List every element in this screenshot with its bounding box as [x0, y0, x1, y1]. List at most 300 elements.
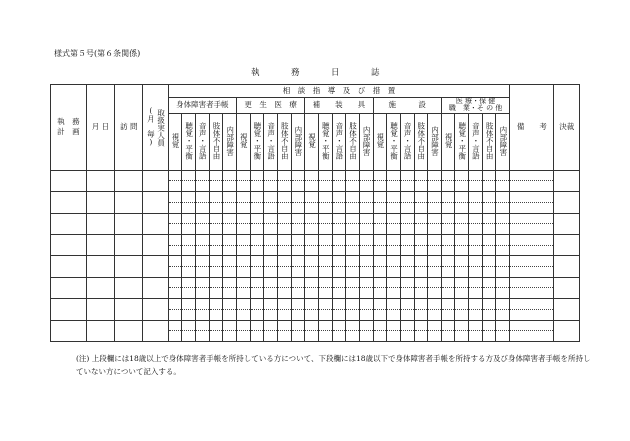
entry-cell[interactable]	[359, 331, 373, 342]
entry-cell[interactable]	[209, 267, 223, 278]
entry-cell[interactable]	[86, 213, 114, 234]
entry-cell[interactable]	[387, 277, 401, 288]
entry-cell[interactable]	[455, 224, 469, 235]
entry-cell[interactable]	[115, 192, 143, 213]
entry-cell[interactable]	[115, 234, 143, 255]
entry-cell[interactable]	[482, 299, 496, 310]
entry-cell[interactable]	[455, 320, 469, 331]
entry-cell[interactable]	[305, 224, 319, 235]
entry-cell[interactable]	[250, 202, 264, 213]
entry-cell[interactable]	[387, 288, 401, 299]
entry-cell[interactable]	[373, 192, 387, 203]
entry-cell[interactable]	[332, 224, 346, 235]
entry-cell[interactable]	[236, 299, 250, 310]
entry-cell[interactable]	[346, 224, 360, 235]
entry-cell[interactable]	[496, 288, 510, 299]
entry-cell[interactable]	[387, 213, 401, 224]
entry-cell[interactable]	[428, 256, 442, 267]
entry-cell[interactable]	[277, 309, 291, 320]
entry-cell[interactable]	[469, 309, 483, 320]
entry-cell[interactable]	[318, 181, 332, 192]
approval-cell[interactable]	[554, 256, 580, 277]
entry-cell[interactable]	[482, 267, 496, 278]
entry-cell[interactable]	[277, 224, 291, 235]
entry-cell[interactable]	[318, 170, 332, 181]
entry-cell[interactable]	[318, 309, 332, 320]
entry-cell[interactable]	[168, 288, 182, 299]
entry-cell[interactable]	[414, 267, 428, 278]
entry-cell[interactable]	[250, 309, 264, 320]
entry-cell[interactable]	[264, 277, 278, 288]
entry-cell[interactable]	[223, 309, 237, 320]
entry-cell[interactable]	[373, 299, 387, 310]
entry-cell[interactable]	[482, 213, 496, 224]
entry-cell[interactable]	[115, 170, 143, 191]
entry-cell[interactable]	[305, 320, 319, 331]
entry-cell[interactable]	[469, 245, 483, 256]
entry-cell[interactable]	[428, 309, 442, 320]
entry-cell[interactable]	[482, 331, 496, 342]
entry-cell[interactable]	[428, 181, 442, 192]
entry-cell[interactable]	[250, 256, 264, 267]
entry-cell[interactable]	[264, 181, 278, 192]
entry-cell[interactable]	[291, 277, 305, 288]
entry-cell[interactable]	[441, 256, 455, 267]
entry-cell[interactable]	[196, 245, 210, 256]
entry-cell[interactable]	[428, 277, 442, 288]
entry-cell[interactable]	[223, 277, 237, 288]
entry-cell[interactable]	[496, 309, 510, 320]
entry-cell[interactable]	[441, 202, 455, 213]
entry-cell[interactable]	[373, 202, 387, 213]
entry-cell[interactable]	[373, 224, 387, 235]
entry-cell[interactable]	[223, 256, 237, 267]
entry-cell[interactable]	[277, 267, 291, 278]
entry-cell[interactable]	[264, 192, 278, 203]
entry-cell[interactable]	[510, 277, 554, 288]
entry-cell[interactable]	[387, 245, 401, 256]
entry-cell[interactable]	[51, 277, 87, 298]
entry-cell[interactable]	[250, 288, 264, 299]
entry-cell[interactable]	[359, 256, 373, 267]
entry-cell[interactable]	[469, 170, 483, 181]
entry-cell[interactable]	[168, 192, 182, 203]
entry-cell[interactable]	[291, 181, 305, 192]
entry-cell[interactable]	[250, 299, 264, 310]
entry-cell[interactable]	[168, 224, 182, 235]
entry-cell[interactable]	[346, 288, 360, 299]
entry-cell[interactable]	[482, 256, 496, 267]
entry-cell[interactable]	[332, 181, 346, 192]
entry-cell[interactable]	[441, 245, 455, 256]
entry-cell[interactable]	[346, 267, 360, 278]
entry-cell[interactable]	[359, 309, 373, 320]
entry-cell[interactable]	[209, 320, 223, 331]
entry-cell[interactable]	[346, 245, 360, 256]
entry-cell[interactable]	[387, 170, 401, 181]
entry-cell[interactable]	[182, 202, 196, 213]
entry-cell[interactable]	[209, 202, 223, 213]
entry-cell[interactable]	[510, 245, 554, 256]
entry-cell[interactable]	[318, 213, 332, 224]
entry-cell[interactable]	[86, 170, 114, 191]
entry-cell[interactable]	[277, 277, 291, 288]
entry-cell[interactable]	[182, 288, 196, 299]
entry-cell[interactable]	[428, 170, 442, 181]
entry-cell[interactable]	[168, 256, 182, 267]
entry-cell[interactable]	[510, 288, 554, 299]
entry-cell[interactable]	[496, 256, 510, 267]
entry-cell[interactable]	[264, 299, 278, 310]
entry-cell[interactable]	[196, 192, 210, 203]
entry-cell[interactable]	[359, 277, 373, 288]
entry-cell[interactable]	[277, 299, 291, 310]
entry-cell[interactable]	[482, 245, 496, 256]
entry-cell[interactable]	[510, 256, 554, 267]
entry-cell[interactable]	[236, 331, 250, 342]
entry-cell[interactable]	[143, 213, 168, 234]
entry-cell[interactable]	[182, 277, 196, 288]
entry-cell[interactable]	[428, 245, 442, 256]
entry-cell[interactable]	[223, 288, 237, 299]
approval-cell[interactable]	[554, 234, 580, 255]
entry-cell[interactable]	[51, 299, 87, 320]
entry-cell[interactable]	[318, 288, 332, 299]
entry-cell[interactable]	[510, 170, 554, 181]
entry-cell[interactable]	[469, 181, 483, 192]
entry-cell[interactable]	[400, 234, 414, 245]
entry-cell[interactable]	[196, 320, 210, 331]
entry-cell[interactable]	[496, 267, 510, 278]
entry-cell[interactable]	[510, 267, 554, 278]
entry-cell[interactable]	[209, 288, 223, 299]
entry-cell[interactable]	[373, 170, 387, 181]
entry-cell[interactable]	[305, 170, 319, 181]
entry-cell[interactable]	[359, 213, 373, 224]
entry-cell[interactable]	[168, 267, 182, 278]
entry-cell[interactable]	[318, 224, 332, 235]
entry-cell[interactable]	[332, 245, 346, 256]
entry-cell[interactable]	[346, 181, 360, 192]
entry-cell[interactable]	[496, 224, 510, 235]
entry-cell[interactable]	[196, 299, 210, 310]
entry-cell[interactable]	[455, 299, 469, 310]
entry-cell[interactable]	[428, 288, 442, 299]
entry-cell[interactable]	[428, 224, 442, 235]
entry-cell[interactable]	[455, 331, 469, 342]
entry-cell[interactable]	[510, 181, 554, 192]
entry-cell[interactable]	[400, 277, 414, 288]
entry-cell[interactable]	[414, 181, 428, 192]
entry-cell[interactable]	[482, 224, 496, 235]
entry-cell[interactable]	[332, 192, 346, 203]
entry-cell[interactable]	[182, 267, 196, 278]
entry-cell[interactable]	[496, 192, 510, 203]
entry-cell[interactable]	[209, 192, 223, 203]
entry-cell[interactable]	[441, 320, 455, 331]
entry-cell[interactable]	[236, 192, 250, 203]
entry-cell[interactable]	[168, 331, 182, 342]
entry-cell[interactable]	[414, 277, 428, 288]
entry-cell[interactable]	[400, 224, 414, 235]
entry-cell[interactable]	[482, 309, 496, 320]
entry-cell[interactable]	[318, 192, 332, 203]
entry-cell[interactable]	[209, 309, 223, 320]
entry-cell[interactable]	[115, 213, 143, 234]
entry-cell[interactable]	[428, 267, 442, 278]
entry-cell[interactable]	[414, 224, 428, 235]
entry-cell[interactable]	[441, 267, 455, 278]
entry-cell[interactable]	[291, 267, 305, 278]
entry-cell[interactable]	[318, 320, 332, 331]
entry-cell[interactable]	[250, 213, 264, 224]
entry-cell[interactable]	[250, 245, 264, 256]
entry-cell[interactable]	[305, 181, 319, 192]
entry-cell[interactable]	[209, 234, 223, 245]
entry-cell[interactable]	[115, 299, 143, 320]
entry-cell[interactable]	[236, 224, 250, 235]
entry-cell[interactable]	[291, 234, 305, 245]
entry-cell[interactable]	[143, 277, 168, 298]
entry-cell[interactable]	[168, 170, 182, 181]
entry-cell[interactable]	[373, 267, 387, 278]
entry-cell[interactable]	[414, 331, 428, 342]
entry-cell[interactable]	[373, 181, 387, 192]
entry-cell[interactable]	[143, 256, 168, 277]
entry-cell[interactable]	[469, 277, 483, 288]
entry-cell[interactable]	[441, 192, 455, 203]
entry-cell[interactable]	[346, 202, 360, 213]
entry-cell[interactable]	[196, 288, 210, 299]
entry-cell[interactable]	[291, 213, 305, 224]
entry-cell[interactable]	[414, 288, 428, 299]
entry-cell[interactable]	[305, 256, 319, 267]
entry-cell[interactable]	[400, 245, 414, 256]
entry-cell[interactable]	[510, 192, 554, 203]
entry-cell[interactable]	[291, 288, 305, 299]
entry-cell[interactable]	[143, 192, 168, 213]
entry-cell[interactable]	[209, 181, 223, 192]
entry-cell[interactable]	[291, 309, 305, 320]
entry-cell[interactable]	[196, 181, 210, 192]
entry-cell[interactable]	[223, 299, 237, 310]
entry-cell[interactable]	[346, 234, 360, 245]
entry-cell[interactable]	[469, 234, 483, 245]
entry-cell[interactable]	[496, 234, 510, 245]
entry-cell[interactable]	[291, 224, 305, 235]
entry-cell[interactable]	[346, 320, 360, 331]
entry-cell[interactable]	[400, 256, 414, 267]
entry-cell[interactable]	[250, 234, 264, 245]
entry-cell[interactable]	[223, 267, 237, 278]
entry-cell[interactable]	[373, 331, 387, 342]
entry-cell[interactable]	[305, 277, 319, 288]
entry-cell[interactable]	[182, 320, 196, 331]
entry-cell[interactable]	[182, 245, 196, 256]
entry-cell[interactable]	[223, 234, 237, 245]
entry-cell[interactable]	[441, 213, 455, 224]
entry-cell[interactable]	[414, 234, 428, 245]
entry-cell[interactable]	[51, 213, 87, 234]
entry-cell[interactable]	[182, 331, 196, 342]
entry-cell[interactable]	[332, 299, 346, 310]
entry-cell[interactable]	[359, 224, 373, 235]
entry-cell[interactable]	[318, 267, 332, 278]
entry-cell[interactable]	[346, 170, 360, 181]
entry-cell[interactable]	[414, 170, 428, 181]
entry-cell[interactable]	[51, 170, 87, 191]
entry-cell[interactable]	[182, 224, 196, 235]
entry-cell[interactable]	[277, 202, 291, 213]
entry-cell[interactable]	[482, 192, 496, 203]
entry-cell[interactable]	[496, 213, 510, 224]
entry-cell[interactable]	[400, 267, 414, 278]
entry-cell[interactable]	[86, 277, 114, 298]
entry-cell[interactable]	[236, 309, 250, 320]
entry-cell[interactable]	[250, 181, 264, 192]
entry-cell[interactable]	[469, 267, 483, 278]
entry-cell[interactable]	[86, 320, 114, 341]
entry-cell[interactable]	[236, 267, 250, 278]
entry-cell[interactable]	[264, 309, 278, 320]
entry-cell[interactable]	[510, 213, 554, 224]
entry-cell[interactable]	[223, 320, 237, 331]
entry-cell[interactable]	[143, 320, 168, 341]
entry-cell[interactable]	[359, 267, 373, 278]
entry-cell[interactable]	[196, 277, 210, 288]
entry-cell[interactable]	[291, 299, 305, 310]
entry-cell[interactable]	[482, 234, 496, 245]
entry-cell[interactable]	[168, 320, 182, 331]
entry-cell[interactable]	[236, 256, 250, 267]
entry-cell[interactable]	[455, 288, 469, 299]
entry-cell[interactable]	[387, 256, 401, 267]
entry-cell[interactable]	[209, 170, 223, 181]
entry-cell[interactable]	[455, 245, 469, 256]
approval-cell[interactable]	[554, 192, 580, 213]
entry-cell[interactable]	[346, 331, 360, 342]
entry-cell[interactable]	[332, 256, 346, 267]
entry-cell[interactable]	[469, 224, 483, 235]
entry-cell[interactable]	[305, 288, 319, 299]
entry-cell[interactable]	[510, 320, 554, 331]
entry-cell[interactable]	[305, 331, 319, 342]
entry-cell[interactable]	[482, 181, 496, 192]
entry-cell[interactable]	[400, 192, 414, 203]
entry-cell[interactable]	[264, 256, 278, 267]
entry-cell[interactable]	[168, 299, 182, 310]
entry-cell[interactable]	[182, 170, 196, 181]
entry-cell[interactable]	[441, 170, 455, 181]
entry-cell[interactable]	[168, 181, 182, 192]
entry-cell[interactable]	[277, 170, 291, 181]
entry-cell[interactable]	[264, 213, 278, 224]
entry-cell[interactable]	[496, 202, 510, 213]
entry-cell[interactable]	[277, 192, 291, 203]
entry-cell[interactable]	[428, 192, 442, 203]
entry-cell[interactable]	[359, 234, 373, 245]
entry-cell[interactable]	[223, 213, 237, 224]
entry-cell[interactable]	[236, 234, 250, 245]
entry-cell[interactable]	[455, 234, 469, 245]
entry-cell[interactable]	[182, 309, 196, 320]
entry-cell[interactable]	[182, 299, 196, 310]
entry-cell[interactable]	[346, 277, 360, 288]
entry-cell[interactable]	[441, 309, 455, 320]
entry-cell[interactable]	[143, 234, 168, 255]
entry-cell[interactable]	[277, 331, 291, 342]
entry-cell[interactable]	[428, 213, 442, 224]
entry-cell[interactable]	[496, 320, 510, 331]
entry-cell[interactable]	[250, 267, 264, 278]
entry-cell[interactable]	[414, 299, 428, 310]
entry-cell[interactable]	[400, 299, 414, 310]
entry-cell[interactable]	[455, 267, 469, 278]
entry-cell[interactable]	[441, 277, 455, 288]
entry-cell[interactable]	[168, 202, 182, 213]
entry-cell[interactable]	[182, 192, 196, 203]
entry-cell[interactable]	[196, 224, 210, 235]
entry-cell[interactable]	[428, 234, 442, 245]
entry-cell[interactable]	[414, 309, 428, 320]
entry-cell[interactable]	[332, 267, 346, 278]
entry-cell[interactable]	[482, 320, 496, 331]
entry-cell[interactable]	[209, 299, 223, 310]
entry-cell[interactable]	[359, 320, 373, 331]
entry-cell[interactable]	[196, 213, 210, 224]
entry-cell[interactable]	[264, 170, 278, 181]
entry-cell[interactable]	[277, 234, 291, 245]
entry-cell[interactable]	[86, 256, 114, 277]
entry-cell[interactable]	[469, 256, 483, 267]
entry-cell[interactable]	[373, 277, 387, 288]
entry-cell[interactable]	[359, 245, 373, 256]
entry-cell[interactable]	[168, 245, 182, 256]
entry-cell[interactable]	[196, 309, 210, 320]
entry-cell[interactable]	[496, 181, 510, 192]
approval-cell[interactable]	[554, 320, 580, 341]
entry-cell[interactable]	[387, 309, 401, 320]
entry-cell[interactable]	[291, 256, 305, 267]
entry-cell[interactable]	[86, 234, 114, 255]
entry-cell[interactable]	[428, 331, 442, 342]
entry-cell[interactable]	[277, 181, 291, 192]
entry-cell[interactable]	[387, 267, 401, 278]
entry-cell[interactable]	[469, 331, 483, 342]
entry-cell[interactable]	[264, 224, 278, 235]
entry-cell[interactable]	[236, 181, 250, 192]
entry-cell[interactable]	[250, 320, 264, 331]
entry-cell[interactable]	[414, 202, 428, 213]
entry-cell[interactable]	[277, 245, 291, 256]
entry-cell[interactable]	[482, 288, 496, 299]
entry-cell[interactable]	[318, 256, 332, 267]
entry-cell[interactable]	[373, 288, 387, 299]
entry-cell[interactable]	[441, 299, 455, 310]
entry-cell[interactable]	[455, 256, 469, 267]
entry-cell[interactable]	[196, 202, 210, 213]
entry-cell[interactable]	[414, 320, 428, 331]
entry-cell[interactable]	[182, 234, 196, 245]
entry-cell[interactable]	[223, 224, 237, 235]
entry-cell[interactable]	[428, 320, 442, 331]
entry-cell[interactable]	[277, 320, 291, 331]
entry-cell[interactable]	[318, 277, 332, 288]
entry-cell[interactable]	[455, 309, 469, 320]
entry-cell[interactable]	[318, 331, 332, 342]
entry-cell[interactable]	[387, 181, 401, 192]
entry-cell[interactable]	[196, 331, 210, 342]
